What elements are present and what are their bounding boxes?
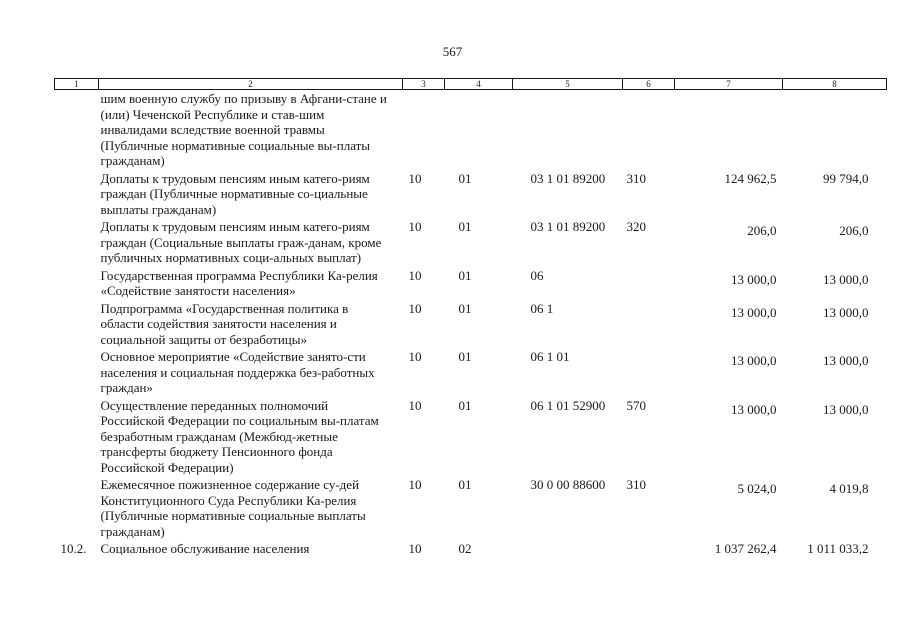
row-name-cell: Осуществление переданных полномочий Российской Федерации по социальным вы-платам безработным гражданам (Межбюд-жетные трансферты бюджету Пенсионного фонда Российской Федерации)	[100, 397, 379, 475]
table-row	[55, 217, 887, 266]
expense-type-cell: 310	[626, 477, 646, 492]
row-name-cell: Доплаты к трудовым пенсиям иным катего-риям граждан (Публичные нормативные со-циальные выплаты гражданам)	[100, 170, 370, 217]
expense-type-cell	[623, 539, 675, 557]
column-number: 7	[675, 79, 783, 90]
table-row	[55, 539, 887, 557]
amount-col7-cell: 5 024,0	[737, 481, 777, 496]
expense-type-cell: 320	[626, 219, 646, 234]
column-number: 8	[783, 79, 887, 90]
column-number-row	[55, 79, 887, 90]
section-code-cell: 10	[408, 397, 422, 413]
amount-col7-cell: 13 000,0	[731, 353, 777, 368]
amount-col7-cell	[675, 90, 783, 169]
target-article-cell: 03 1 01 89200	[530, 170, 606, 186]
section-code-cell: 10	[408, 219, 422, 234]
target-article-cell: 30 0 00 88600	[530, 477, 606, 492]
row-number-cell	[55, 396, 99, 476]
subsection-code-cell: 01	[458, 477, 472, 492]
target-article-cell	[513, 90, 623, 169]
amount-col7-cell: 1 037 262,4	[714, 541, 777, 556]
amount-col8-cell: 206,0	[839, 223, 869, 238]
section-code-cell: 10	[408, 477, 422, 492]
amount-col8-cell: 13 000,0	[823, 304, 869, 320]
expense-type-cell	[623, 90, 675, 169]
row-number-cell	[55, 169, 99, 218]
table-row	[55, 266, 887, 299]
row-name-cell: Подпрограмма «Государственная политика в области содействия занятости населения и социальной защиты от безработицы»	[100, 300, 349, 347]
subsection-code-cell: 01	[458, 219, 472, 234]
table-row	[55, 90, 887, 169]
amount-col7-cell: 13 000,0	[731, 304, 777, 320]
row-number-cell	[55, 475, 99, 539]
section-code-cell: 10	[408, 170, 422, 186]
subsection-code-cell: 01	[458, 170, 472, 186]
amount-col8-cell: 13 000,0	[823, 401, 869, 417]
row-name-cell: Государственная программа Республики Ка-релия «Содействие занятости населения»	[100, 267, 378, 298]
column-number: 4	[445, 79, 513, 90]
budget-table	[54, 78, 887, 557]
section-code-cell	[403, 90, 445, 169]
expense-type-cell	[623, 299, 675, 348]
amount-col8-cell: 1 011 033,2	[807, 541, 869, 556]
amount-col8-cell: 13 000,0	[823, 271, 869, 287]
amount-col8-cell: 99 794,0	[823, 170, 869, 186]
expense-type-cell	[623, 266, 675, 299]
target-article-cell: 06 1	[530, 300, 554, 316]
expense-type-cell	[623, 347, 675, 396]
expense-type-cell: 310	[626, 170, 646, 186]
column-number: 1	[55, 79, 99, 90]
amount-col7-cell: 124 962,5	[724, 170, 777, 186]
amount-col8-cell	[783, 90, 887, 169]
expense-type-cell: 570	[626, 397, 646, 413]
row-number-cell	[55, 299, 99, 348]
column-number: 3	[403, 79, 445, 90]
row-number-cell	[55, 217, 99, 266]
row-number-cell	[55, 347, 99, 396]
subsection-code-cell	[445, 90, 513, 169]
row-name-cell: Ежемесячное пожизненное содержание су-дей Конституционного Суда Республики Ка-релия (Публичные нормативные социальные выплаты гражданам)	[100, 477, 366, 539]
row-number-cell	[55, 266, 99, 299]
section-code-cell: 10	[408, 349, 422, 364]
row-name-cell: шим военную службу по призыву в Афгани-стане и (или) Чеченской Республике и став-шим инвалидами вследствие военной травмы (Публичные нормативные социальные вы-платы гражданам)	[100, 91, 387, 168]
column-number: 5	[513, 79, 623, 90]
subsection-code-cell: 01	[458, 300, 472, 316]
table-row	[55, 475, 887, 539]
target-article-cell: 06 1 01	[530, 349, 570, 364]
subsection-code-cell: 02	[458, 541, 472, 556]
row-name-cell: Доплаты к трудовым пенсиям иным катего-риям граждан (Социальные выплаты граж-данам, кроме публичных нормативных соци-альных выплат)	[100, 219, 382, 265]
column-number: 6	[623, 79, 675, 90]
page-number: 567	[442, 44, 463, 59]
amount-col7-cell: 13 000,0	[731, 401, 777, 417]
target-article-cell: 06 1 01 52900	[530, 397, 606, 413]
table-row	[55, 169, 887, 218]
row-name-cell: Основное мероприятие «Содействие занято-сти населения и социальная поддержка без-работных граждан»	[100, 349, 375, 395]
target-article-cell	[513, 539, 623, 557]
amount-col8-cell: 13 000,0	[823, 353, 869, 368]
section-code-cell: 10	[408, 300, 422, 316]
target-article-cell: 03 1 01 89200	[530, 219, 606, 234]
subsection-code-cell: 01	[458, 267, 472, 283]
row-number-cell	[55, 90, 99, 169]
amount-col7-cell: 206,0	[747, 223, 777, 238]
target-article-cell: 06	[530, 267, 544, 283]
section-code-cell: 10	[408, 267, 422, 283]
table-row	[55, 347, 887, 396]
amount-col8-cell: 4 019,8	[829, 481, 869, 496]
table-row	[55, 396, 887, 476]
row-number-cell: 10.2.	[60, 541, 87, 556]
section-code-cell: 10	[408, 541, 422, 556]
amount-col7-cell: 13 000,0	[731, 271, 777, 287]
table-row	[55, 299, 887, 348]
column-number: 2	[99, 79, 403, 90]
subsection-code-cell: 01	[458, 397, 472, 413]
subsection-code-cell: 01	[458, 349, 472, 364]
column-number-header	[55, 79, 887, 90]
row-name-cell: Социальное обслуживание населения	[100, 541, 310, 556]
